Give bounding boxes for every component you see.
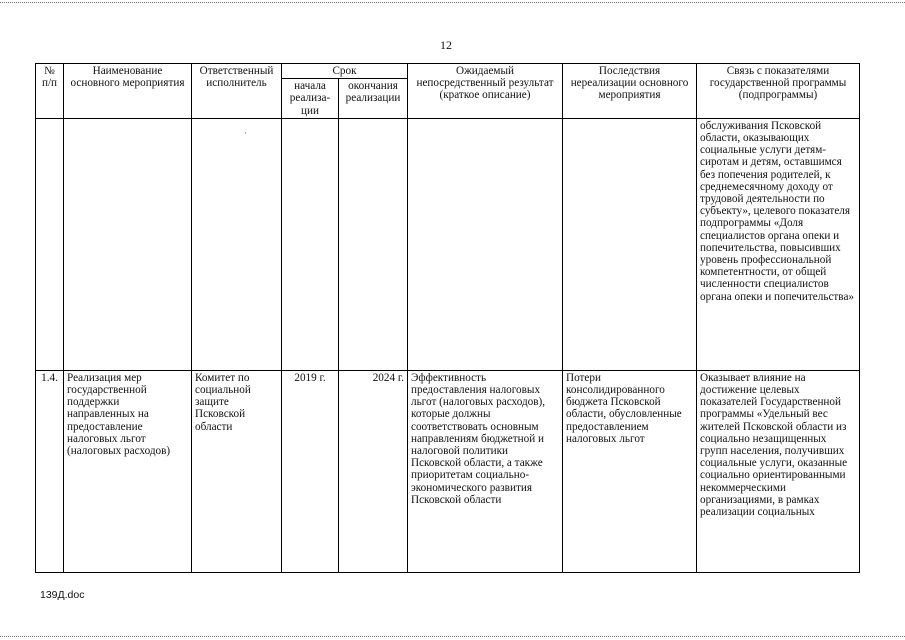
cell-executor [192,118,282,370]
footer-filename: 139Д.doc [40,589,85,601]
measures-table [35,63,860,573]
header-start: начала реализа-ции [282,79,339,119]
header-link: Связь с показателями государственной программы (подпрограммы) [697,64,860,119]
cell-num: 1.4. [36,370,64,572]
cell-end: 2024 г. [339,370,408,572]
header-term: Срок [282,64,408,79]
header-result: Ожидаемый непосредственный результат (краткое описание) [408,64,563,119]
cell-consequences: Потери консолидированного бюджета Псковской области, обусловленные предоставлением налоговых льгот [563,370,697,572]
cell-link: обслуживания Псковской области, оказывающих социальные услуги детям-сиротам и детям, оставшимся без попечения родителей, к среднемесячному доходу от трудовой деятельности по субъекту», целевого показателя подпрограммы «Доля специалистов органа опеки и попечительства, повысивших уровень профессиональной компетентности, от общей численности специалистов органа опеки и попечительства» [697,118,860,370]
cell-end [339,118,408,370]
cell-link: Оказывает влияние на достижение целевых показателей Государственной программы «Удельный вес жителей Псковской области из социально незащищенных групп населения, получивших социальные услуги, оказанные социально ориентированными некоммерческими организациями, в рамках реализации социальных [697,370,860,572]
header-num: № п/п [36,64,64,119]
cell-name [64,118,192,370]
header-executor: Ответственный исполнитель [192,64,282,119]
cell-result: Эффективность предоставления налоговых льгот (налоговых расходов), которые должны соответствовать основным направлениям бюджетной и налоговой политики Псковской области, а также приоритетам социально-экономического развития Псковской области [408,370,563,572]
table-row [36,118,860,370]
scan-edge-bottom [0,636,905,637]
cell-start [282,118,339,370]
cell-executor: Комитет по социальной защите Псковской области [192,370,282,572]
cell-result [408,118,563,370]
cell-consequences [563,118,697,370]
header-consequences: Последствия нереализации основного мероприятия [563,64,697,119]
cell-start: 2019 г. [282,370,339,572]
header-name: Наименование основного мероприятия [64,64,192,119]
header-end: окончания реализации [339,79,408,119]
table-row [36,370,860,572]
cell-name: Реализация мер государственной поддержки направленных на предоставление налоговых льгот (налоговых расходов) [64,370,192,572]
scan-mark: · [244,128,247,138]
scan-edge-top [0,2,905,3]
page-number: 12 [440,38,452,52]
header-row [36,64,860,79]
cell-num [36,118,64,370]
